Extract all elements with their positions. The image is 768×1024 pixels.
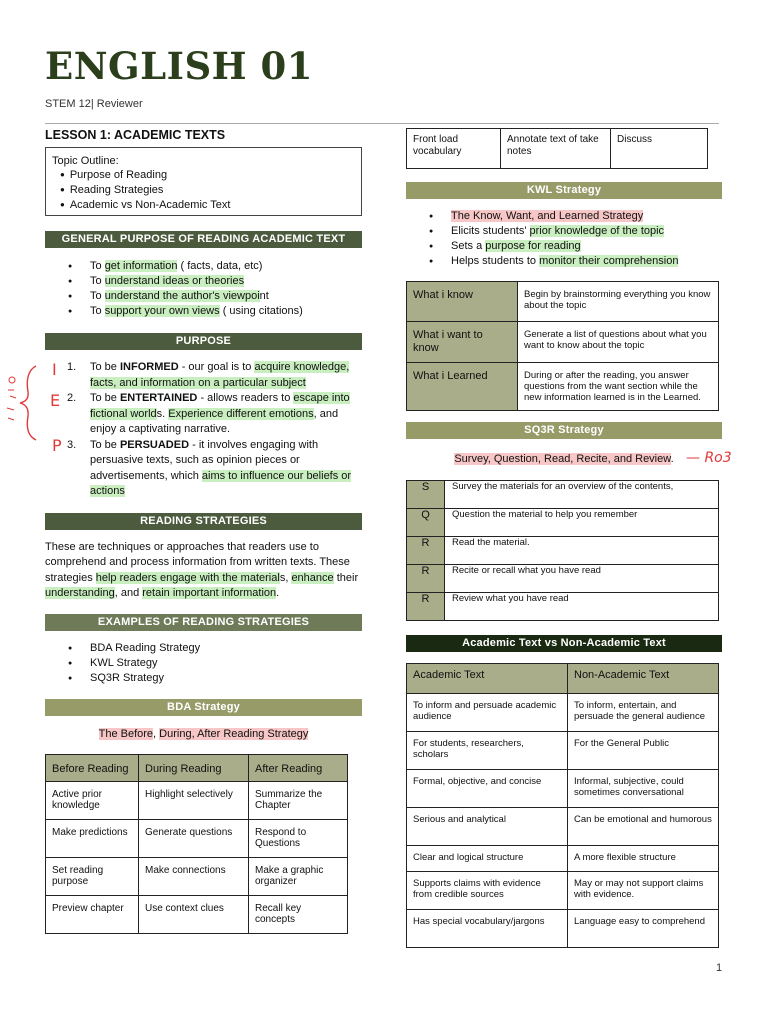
table-row xyxy=(407,564,719,592)
document-title: ENGLISH 01 xyxy=(45,44,313,88)
examples-heading: EXAMPLES OF READING STRATEGIES xyxy=(45,614,362,631)
table-cell: Set reading purpose xyxy=(46,857,139,895)
purpose-item: 2. To be ENTERTAINED - allows readers to escape into fictional worlds. Experience different emotions, and enjoy a captivating narrative. xyxy=(67,392,350,435)
outline-list xyxy=(52,168,353,213)
column-header: Before Reading xyxy=(46,755,139,782)
general-purpose-list xyxy=(45,259,362,319)
academic-table xyxy=(406,663,719,948)
list-item: ● BDA Reading Strategy xyxy=(45,641,362,656)
topic-outline-box xyxy=(45,147,362,216)
academic-heading: Academic Text vs Non-Academic Text xyxy=(406,635,722,652)
list-item: ● To support your own views ( using citations) xyxy=(45,304,362,319)
table-row xyxy=(46,781,348,819)
front-load-table xyxy=(406,128,708,169)
table-cell: What i know xyxy=(407,282,518,322)
table-cell: For students, researchers, scholars xyxy=(407,731,568,769)
sq3r-table xyxy=(406,480,719,621)
list-item: ● SQ3R Strategy xyxy=(45,671,362,686)
left-column xyxy=(45,128,362,934)
purpose-heading: PURPOSE xyxy=(45,333,362,350)
table-cell: Clear and logical structure xyxy=(407,845,568,871)
annotation-i: I xyxy=(52,360,57,379)
table-cell: Begin by brainstorming everything you know about the topic xyxy=(518,282,719,322)
table-cell: During or after the reading, you answer questions from the want section while the new information learned is in the Learned. xyxy=(518,363,719,411)
table-row xyxy=(46,857,348,895)
table-cell: Q xyxy=(407,508,445,536)
examples-list xyxy=(45,641,362,686)
table-row xyxy=(407,480,719,508)
table-cell: To inform and persuade academic audience xyxy=(407,693,568,731)
table-cell: Recall key concepts xyxy=(249,895,348,933)
purpose-item: 1. To be INFORMED - our goal is to acquire knowledge, facts, and information on a particular subject xyxy=(67,361,350,389)
table-row xyxy=(407,508,719,536)
column-header: Academic Text xyxy=(407,663,568,693)
table-row xyxy=(407,845,719,871)
table-cell: Respond to Questions xyxy=(249,819,348,857)
bda-heading: BDA Strategy xyxy=(45,699,362,716)
table-row xyxy=(407,909,719,947)
outline-item: ● Reading Strategies xyxy=(60,183,353,198)
column-header: During Reading xyxy=(139,755,249,782)
annotation-e: E xyxy=(50,391,61,410)
table-cell: Make predictions xyxy=(46,819,139,857)
list-item: ● KWL Strategy xyxy=(45,656,362,671)
table-cell: Generate questions xyxy=(139,819,249,857)
table-cell: Annotate text of take notes xyxy=(501,129,611,169)
table-cell: For the General Public xyxy=(568,731,719,769)
page-number: 1 xyxy=(716,962,723,974)
table-row xyxy=(407,282,719,322)
table-cell: R xyxy=(407,564,445,592)
sq3r-heading: SQ3R Strategy xyxy=(406,422,722,439)
annotation-p: P xyxy=(52,436,62,455)
table-cell: Use context clues xyxy=(139,895,249,933)
table-cell: Highlight selectively xyxy=(139,781,249,819)
purpose-list xyxy=(45,360,362,500)
table-cell: Survey the materials for an overview of the contents, xyxy=(445,480,719,508)
list-item: ● To understand the author's viewpoint xyxy=(45,289,362,304)
outline-label: Topic Outline: xyxy=(52,155,119,167)
header-divider xyxy=(45,123,719,124)
table-cell: Serious and analytical xyxy=(407,807,568,845)
reading-strategies-heading: READING STRATEGIES xyxy=(45,513,362,530)
table-cell: Informal, subjective, could sometimes conversational xyxy=(568,769,719,807)
table-cell: R xyxy=(407,592,445,620)
table-row xyxy=(407,592,719,620)
table-cell: Has special vocabulary/jargons xyxy=(407,909,568,947)
list-item: ● Sets a purpose for reading xyxy=(406,239,722,254)
kwl-bullets xyxy=(406,209,722,269)
table-cell: Front load vocabulary xyxy=(407,129,501,169)
handwritten-brace-annotation xyxy=(2,362,42,442)
table-cell: Discuss xyxy=(611,129,708,169)
lesson-title: LESSON 1: ACADEMIC TEXTS xyxy=(45,128,226,142)
table-row xyxy=(407,129,708,169)
bda-tagline: The Before, During, After Reading Strategy xyxy=(98,727,309,740)
table-row xyxy=(407,807,719,845)
table-cell: Preview chapter xyxy=(46,895,139,933)
table-row xyxy=(407,363,719,411)
table-cell: Read the material. xyxy=(445,536,719,564)
table-cell: A more flexible structure xyxy=(568,845,719,871)
table-row xyxy=(46,819,348,857)
table-cell: To inform, entertain, and persuade the general audience xyxy=(568,693,719,731)
table-row xyxy=(407,871,719,909)
table-cell: Formal, objective, and concise xyxy=(407,769,568,807)
list-item: ● To understand ideas or theories xyxy=(45,274,362,289)
sq3r-tagline: Survey, Question, Read, Recite, and Review. xyxy=(454,453,674,465)
table-header-row xyxy=(46,755,348,782)
kwl-table xyxy=(406,281,719,411)
table-cell: What i want to know xyxy=(407,322,518,363)
list-item: ● Elicits students' prior knowledge of the topic xyxy=(406,224,722,239)
table-row xyxy=(407,693,719,731)
table-row xyxy=(407,769,719,807)
table-cell: R xyxy=(407,536,445,564)
list-item: ● The Know, Want, and Learned Strategy xyxy=(406,209,722,224)
table-row xyxy=(407,322,719,363)
table-cell: Can be emotional and humorous xyxy=(568,807,719,845)
table-row xyxy=(407,536,719,564)
annotation-ro3: — Ro3 xyxy=(686,450,732,466)
general-purpose-heading: GENERAL PURPOSE OF READING ACADEMIC TEXT xyxy=(45,231,362,248)
table-cell: Recite or recall what you have read xyxy=(445,564,719,592)
table-row xyxy=(46,895,348,933)
table-cell: Supports claims with evidence from credible sources xyxy=(407,871,568,909)
table-cell: Summarize the Chapter xyxy=(249,781,348,819)
column-header: After Reading xyxy=(249,755,348,782)
outline-item: ● Purpose of Reading xyxy=(60,168,353,183)
table-cell: Language easy to comprehend xyxy=(568,909,719,947)
column-header: Non-Academic Text xyxy=(568,663,719,693)
table-cell: S xyxy=(407,480,445,508)
outline-item: ● Academic vs Non-Academic Text xyxy=(60,198,353,213)
table-cell: Generate a list of questions about what you want to know about the topic xyxy=(518,322,719,363)
table-cell: Make connections xyxy=(139,857,249,895)
purpose-item: 3. To be PERSUADED - it involves engaging with persuasive texts, such as opinion pieces or advertisements, which aims to influence our beliefs or actions xyxy=(67,438,352,497)
table-header-row xyxy=(407,663,719,693)
bda-table xyxy=(45,754,348,934)
reading-strategies-paragraph: These are techniques or approaches that readers use to comprehend and process information from written texts. These strategies help readers engage with the materials, enhance their understanding, and retain important information. xyxy=(45,540,359,599)
list-item: ● Helps students to monitor their comprehension xyxy=(406,254,722,269)
table-cell: What i Learned xyxy=(407,363,518,411)
table-cell: Make a graphic organizer xyxy=(249,857,348,895)
table-cell: Active prior knowledge xyxy=(46,781,139,819)
table-cell: May or may not support claims with evidence. xyxy=(568,871,719,909)
list-item: ● To get information ( facts, data, etc) xyxy=(45,259,362,274)
table-cell: Question the material to help you remember xyxy=(445,508,719,536)
table-row xyxy=(407,731,719,769)
table-cell: Review what you have read xyxy=(445,592,719,620)
document-subtitle: STEM 12| Reviewer xyxy=(45,98,143,110)
kwl-heading: KWL Strategy xyxy=(406,182,722,199)
right-column xyxy=(406,128,722,948)
